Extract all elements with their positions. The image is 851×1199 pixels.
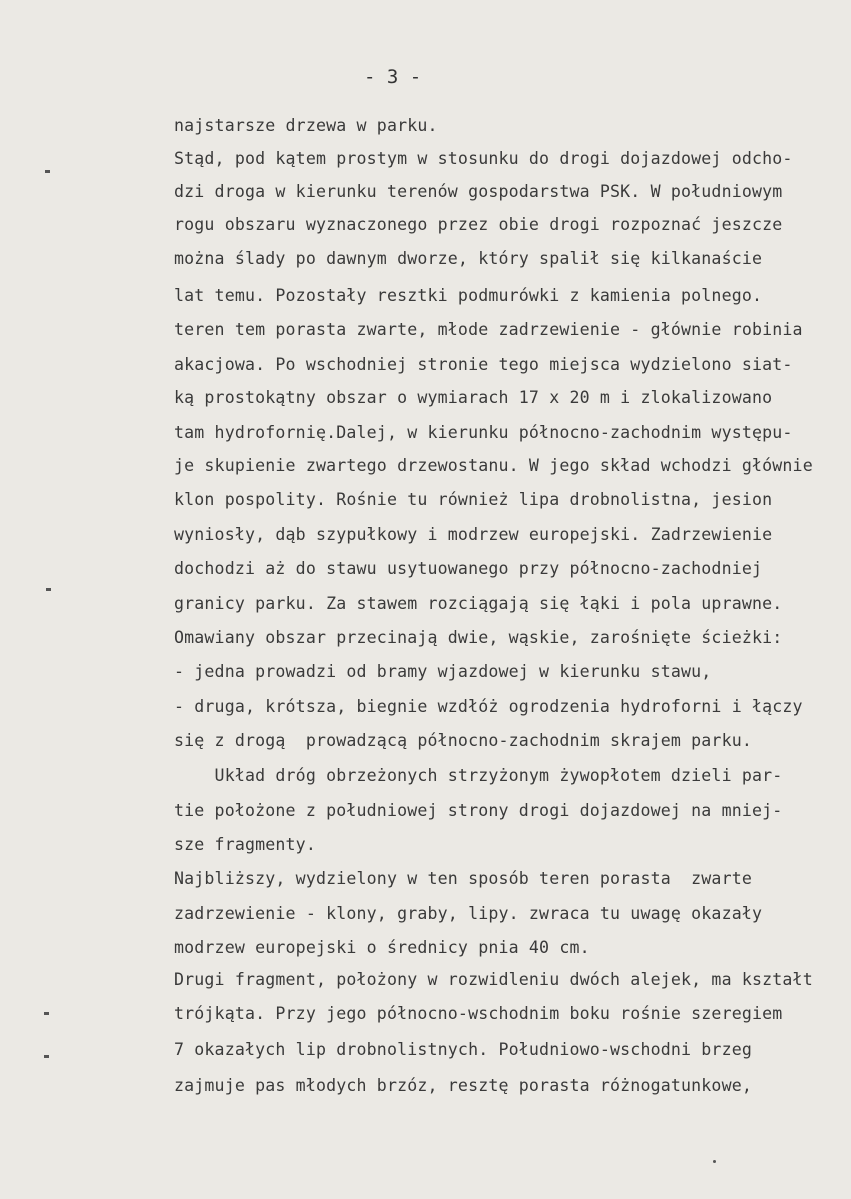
text-line: lat temu. Pozostały resztki podmurówki z kamienia polnego. (174, 286, 763, 305)
text-line: zajmuje pas młodych brzóz, resztę porasta różnogatunkowe, (174, 1076, 752, 1095)
text-line: tam hydrofornię.Dalej, w kierunku północno-zachodnim występu- (174, 423, 793, 442)
text-line: się z drogą prowadzącą północno-zachodnim skrajem parku. (174, 731, 752, 750)
text-line: dochodzi aż do stawu usytuowanego przy północno-zachodniej (174, 559, 763, 578)
text-line: sze fragmenty. (174, 835, 316, 854)
text-line: Najbliższy, wydzielony w ten sposób teren porasta zwarte (174, 869, 752, 888)
text-line: ką prostokątny obszar o wymiarach 17 x 20 m i zlokalizowano (174, 388, 773, 407)
text-line: najstarsze drzewa w parku. (174, 116, 438, 135)
text-line: je skupienie zwartego drzewostanu. W jego skład wchodzi głównie (174, 456, 813, 475)
text-line: teren tem porasta zwarte, młode zadrzewienie - głównie robinia (174, 320, 803, 339)
text-line: zadrzewienie - klony, graby, lipy. zwraca tu uwagę okazały (174, 904, 763, 923)
text-line: Drugi fragment, położony w rozwidleniu dwóch alejek, ma kształt (174, 970, 813, 989)
text-line: - druga, krótsza, biegnie wzdłóż ogrodzenia hydroforni i łączy (174, 697, 803, 716)
paper-speck (713, 1160, 716, 1163)
binder-mark (46, 588, 51, 591)
text-line: 7 okazałych lip drobnolistnych. Południowo-wschodni brzeg (174, 1040, 752, 1059)
text-line: można ślady po dawnym dworze, który spalił się kilkanaście (174, 249, 763, 268)
binder-mark (44, 1012, 49, 1015)
text-line: tie położone z południowej strony drogi dojazdowej na mniej- (174, 801, 783, 820)
text-line: klon pospolity. Rośnie tu również lipa drobnolistna, jesion (174, 490, 773, 509)
text-line: akacjowa. Po wschodniej stronie tego miejsca wydzielono siat- (174, 355, 793, 374)
text-line: trójkąta. Przy jego północno-wschodnim boku rośnie szeregiem (174, 1004, 783, 1023)
text-line: Układ dróg obrzeżonych strzyżonym żywopłotem dzieli par- (174, 766, 783, 785)
text-line: granicy parku. Za stawem rozciągają się łąki i pola uprawne. (174, 594, 783, 613)
text-line: - jedna prowadzi od bramy wjazdowej w kierunku stawu, (174, 662, 712, 681)
binder-mark (44, 1055, 49, 1058)
text-line: Omawiany obszar przecinają dwie, wąskie, zarośnięte ścieżki: (174, 628, 783, 647)
text-line: wyniosły, dąb szypułkowy i modrzew europejski. Zadrzewienie (174, 525, 773, 544)
binder-mark (45, 170, 50, 173)
text-line: Stąd, pod kątem prostym w stosunku do drogi dojazdowej odcho- (174, 149, 793, 168)
text-line: modrzew europejski o średnicy pnia 40 cm. (174, 938, 590, 957)
text-line: rogu obszaru wyznaczonego przez obie drogi rozpoznać jeszcze (174, 215, 783, 234)
page-number: - 3 - (364, 66, 422, 88)
text-line: dzi droga w kierunku terenów gospodarstwa PSK. W południowym (174, 182, 783, 201)
